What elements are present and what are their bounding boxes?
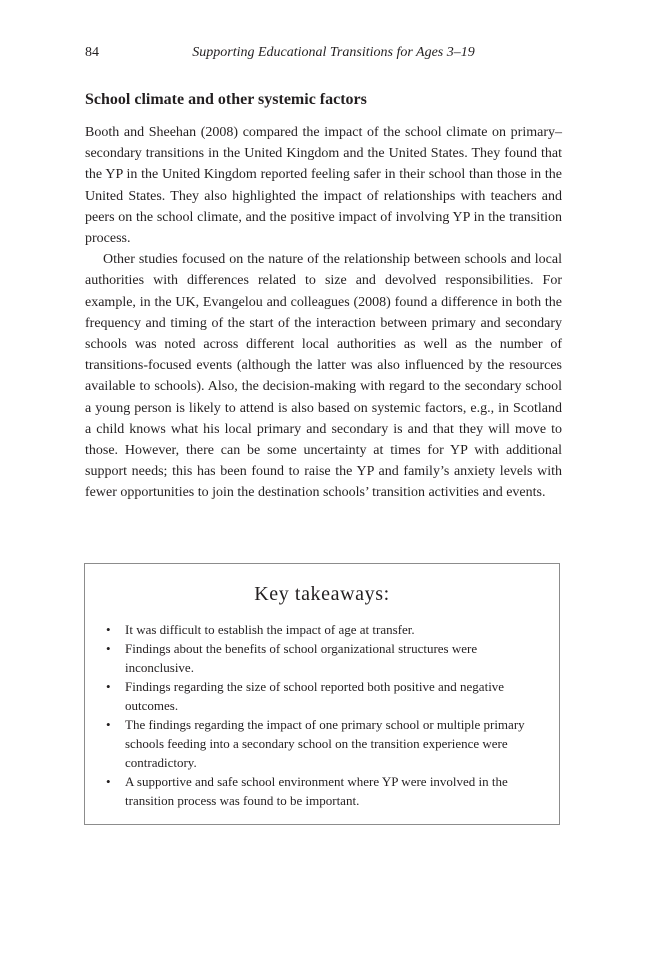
takeaway-text: Findings about the benefits of school organizational structures were inconclusive.	[125, 641, 478, 675]
section-heading: School climate and other systemic factors	[85, 91, 367, 108]
running-head	[85, 45, 562, 65]
key-takeaways-list	[106, 620, 537, 810]
takeaway-item	[106, 715, 537, 772]
paragraph-1: Booth and Sheehan (2008) compared the impact of the school climate on primary–secondary transitions in the United Kingdom and the United States. They found that the YP in the United Kingdom reported feeling safer in their school than those in the United States. They also highlighted the impact of relationships with teachers and peers on the school climate, and the positive impact of involving YP in the transition process.	[85, 125, 562, 247]
takeaway-text: It was difficult to establish the impact of age at transfer.	[125, 622, 415, 637]
takeaway-text: A supportive and safe school environment where YP were involved in the transition process was found to be important.	[125, 774, 508, 808]
key-takeaways-title: Key takeaways:	[254, 583, 390, 605]
bullet-icon: •	[106, 774, 111, 789]
takeaway-item	[106, 677, 537, 715]
takeaway-text: Findings regarding the size of school reported both positive and negative outcomes.	[125, 679, 505, 713]
key-takeaways-box	[84, 563, 560, 825]
bullet-icon: •	[106, 622, 111, 637]
takeaway-text: The findings regarding the impact of one primary school or multiple primary schools feeding into a secondary school on the transition experience were contradictory.	[125, 717, 525, 770]
takeaway-item	[106, 639, 537, 677]
bullet-icon: •	[106, 679, 111, 694]
paragraph-2: Other studies focused on the nature of the relationship between schools and local authorities with differences related to size and devolved responsibilities. For example, in the UK, Evangelou and colleagues (2008) found a difference in both the frequency and timing of the start of the interaction between primary and secondary schools was noted across different local authorities as well as the number of transitions-focused events (although the latter was also influenced by the resources available to schools). Also, the decision-making with regard to the secondary school a young person is likely to attend is also based on systemic factors, e.g., in Scotland a child knows what his local primary and secondary is and that they will move to those. However, there can be some uncertainty at times for YP with additional support needs; this has been found to raise the YP and family’s anxiety levels with fewer opportunities to join the destination schools’ transition activities and events.	[85, 252, 562, 501]
takeaway-item	[106, 772, 537, 810]
running-title: Supporting Educational Transitions for Ages 3–19	[192, 45, 475, 60]
takeaway-item	[106, 620, 537, 639]
bullet-icon: •	[106, 717, 111, 732]
page-number: 84	[85, 45, 99, 60]
bullet-icon: •	[106, 641, 111, 656]
body-text	[85, 122, 562, 504]
